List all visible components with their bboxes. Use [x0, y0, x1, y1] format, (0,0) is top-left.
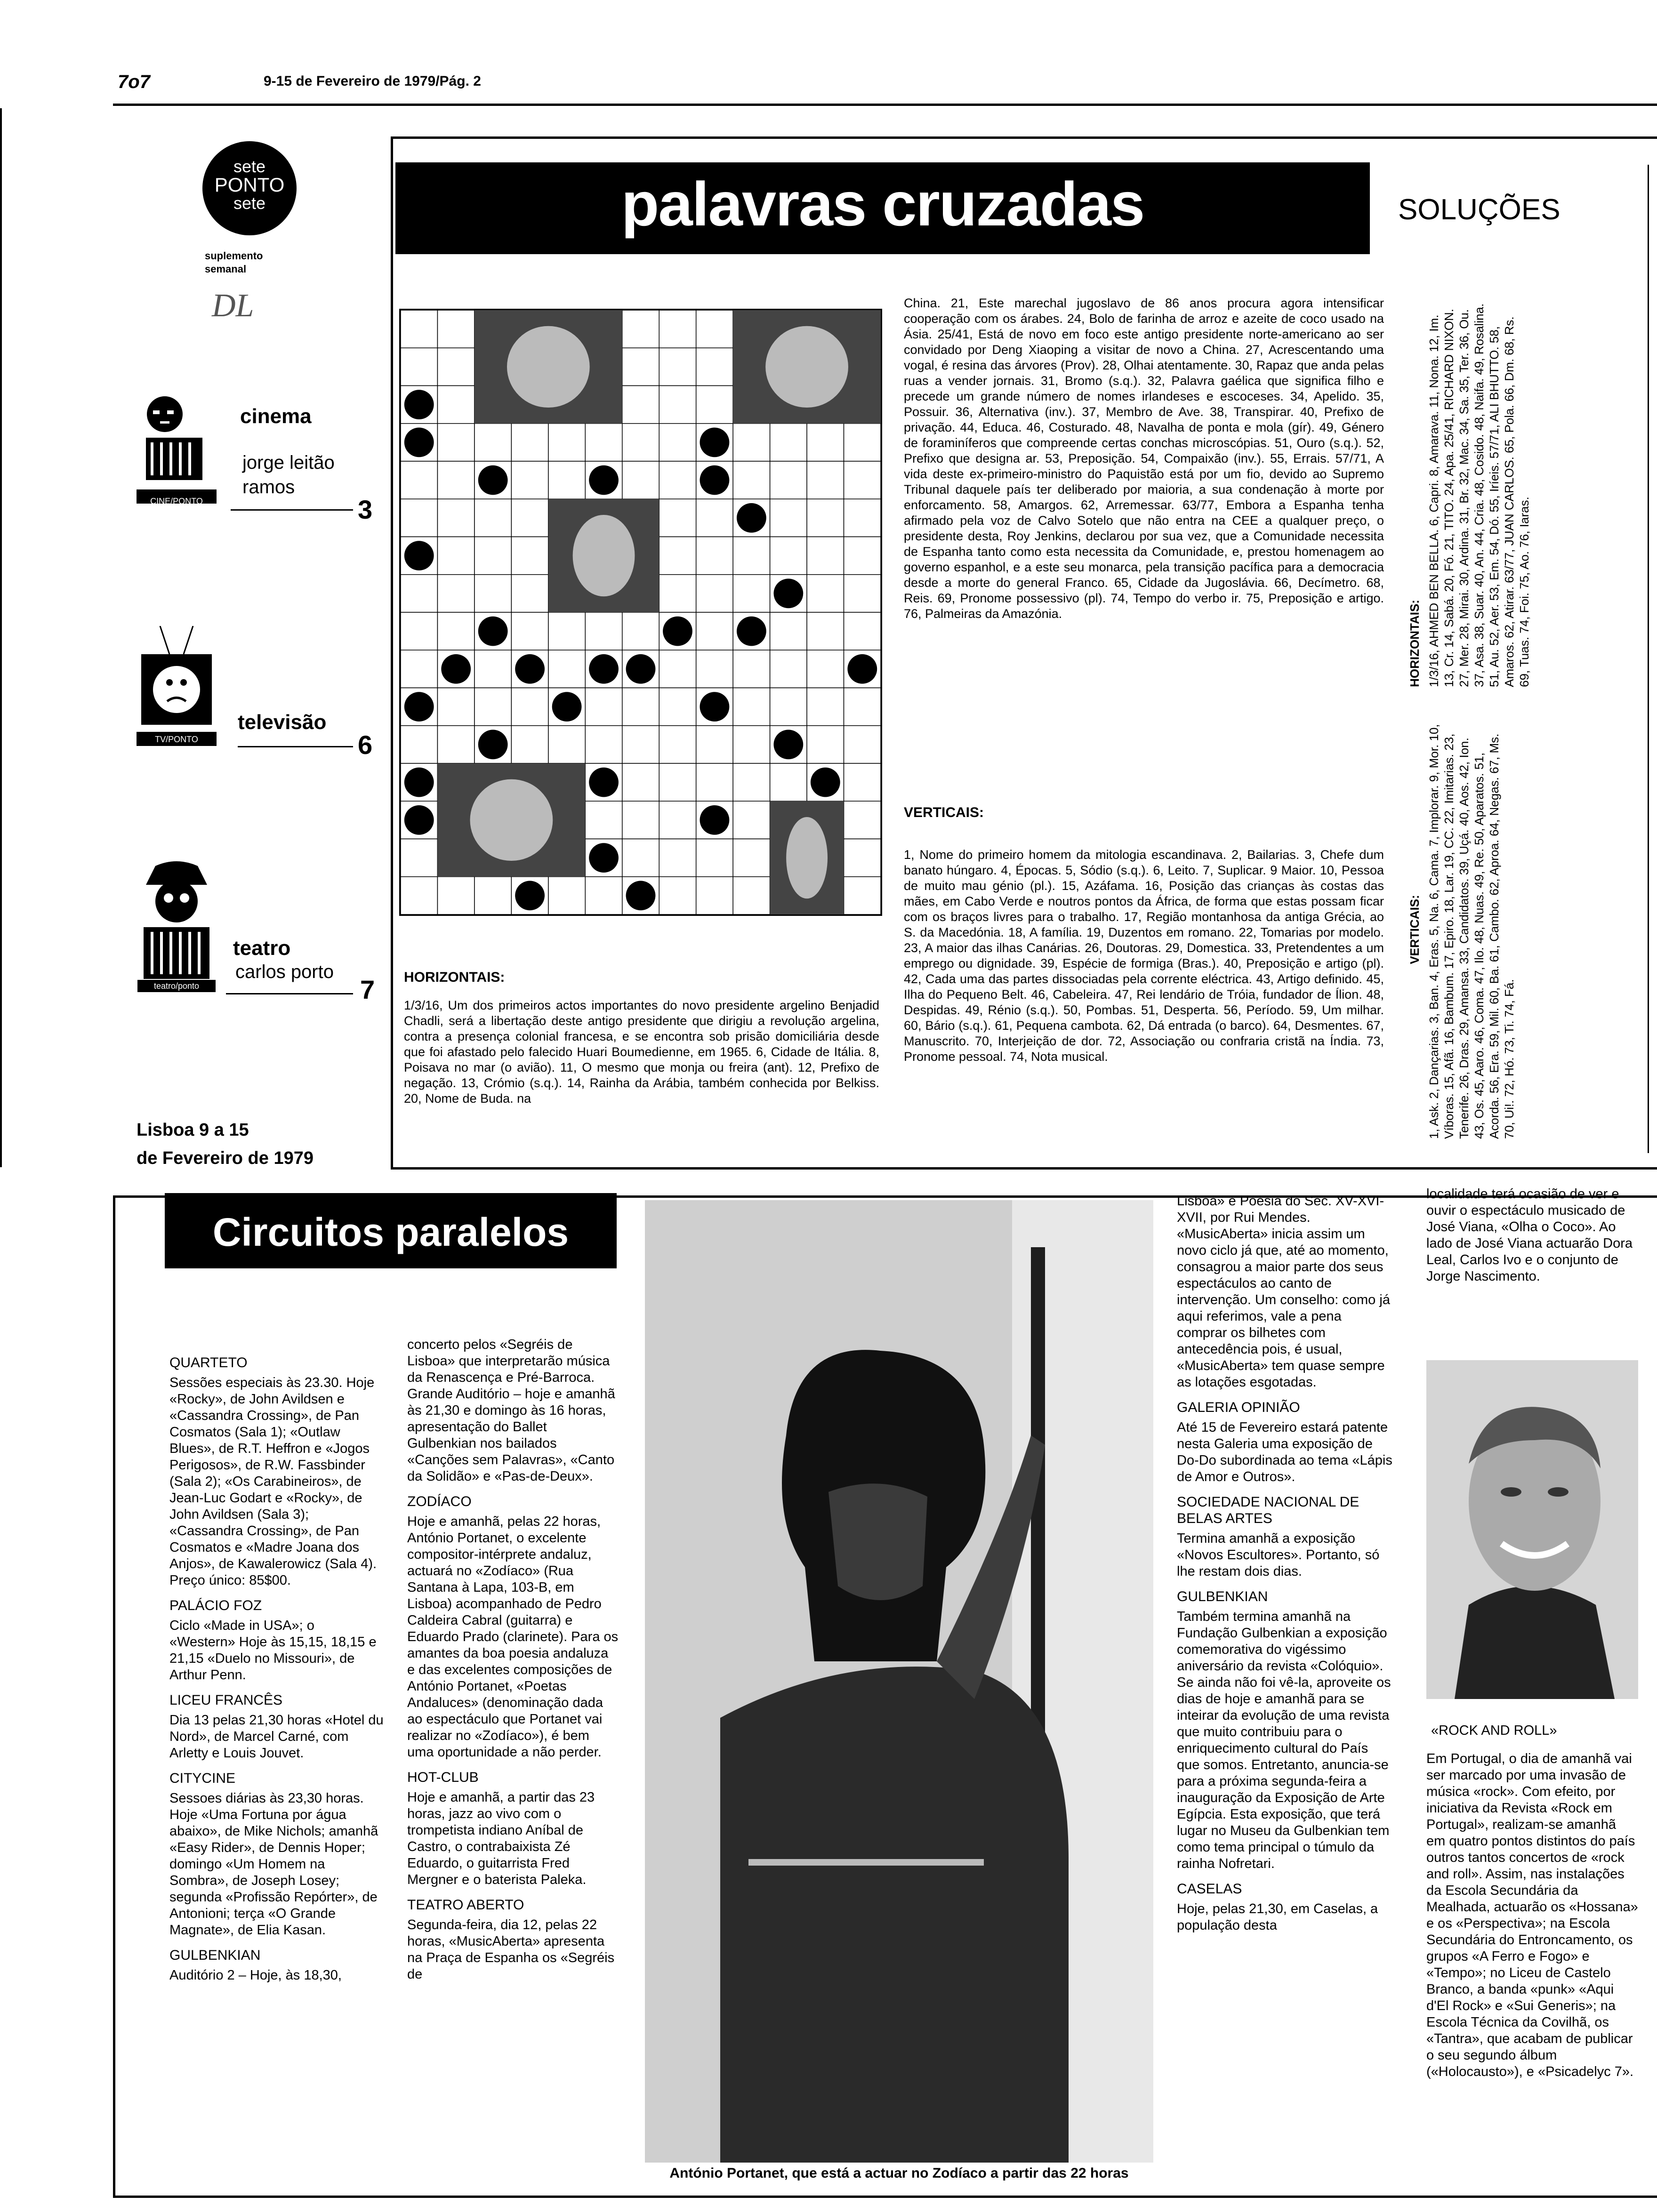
grid-cell	[696, 348, 733, 385]
grid-cell	[437, 612, 474, 650]
black-square-dot	[404, 805, 434, 835]
black-square-dot	[478, 729, 508, 759]
black-square-dot	[589, 768, 619, 797]
left-margin-rule	[0, 108, 2, 1167]
black-square-dot	[700, 805, 730, 835]
grid-cell	[770, 763, 807, 801]
cine-badge: CINE/PONTO	[150, 497, 203, 506]
grid-cell	[622, 726, 659, 763]
verticais-clues: 1, Nome do primeiro homem da mitologia escandinava. 2, Bailarias. 3, Chefe dum banato húngaro. 4, Épocas. 5, Sódio (s.q.). 6, Leito. 7, Suplicar. 9 Maior. 10, Pessoa de muito mau génio (pl.). 15, Azáfama. 16, Posição das crianças às costas das mães, em Cabo Verde e noutros pontos da África, de forma que estas possam ficar com os braços livres para o trabalho. 17, Região montanhosa da antiga Grécia, ao S. da Macedónia. 18, A família. 19, Duzentos em romano. 22, Tomarias por modelo. 23, A maior das ilhas Canárias. 26, Doutoras. 29, Domestica. 33, Pretendentes a um emprego ou dignidade. 39, Espécie de formiga (Bras.). 40, Preposição e artigo (pl). 42, Cada uma das partes dissociadas pela corrente eléctrica. 43, Artigo definido. 45, Ilha do Pequeno Belt. 46, Cabeleira. 47, Rei lendário de Tróia, fundador de Ílion. 48, Despidas. 49, Rénio (s.q.). 50, Pombas. 51, Desperta. 56, Período. 59, Um milhar. 60, Bário (s.q.). 61, Pequena cambota. 62, Dá entrada (o barco). 64, Desmentes. 67, Manuscrito. 70, Interjeição de dor. 72, Associação ou confraria cristã na Índia. 73, Pronome pessoal. 74, Nota musical.	[904, 848, 1384, 1064]
grid-cell	[622, 839, 659, 877]
venue-text: Até 15 de Fevereiro estará patente nesta Galeria uma exposição de Do-Do subordinada ao tema «Lápis de Amor e Outros».	[1177, 1420, 1392, 1484]
theatre-icon	[137, 861, 217, 993]
venue-text: Hoje, pelas 21,30, em Caselas, a população desta	[1177, 1901, 1378, 1933]
grid-cell	[733, 763, 770, 801]
grid-cell	[696, 726, 733, 763]
teatro-badge: teatro/ponto	[137, 980, 216, 992]
logo-mid-word: PONTO	[214, 174, 285, 196]
grid-cell	[733, 801, 770, 839]
grid-photo-face	[786, 817, 828, 898]
black-square-dot	[441, 654, 471, 684]
grid-cell	[437, 461, 474, 499]
grid-cell	[844, 537, 881, 575]
city-date-line1: Lisboa 9 a 15	[137, 1120, 249, 1140]
grid-cell	[844, 763, 881, 801]
black-square-dot	[700, 692, 730, 721]
grid-cell	[696, 310, 733, 348]
cinema-rule	[231, 509, 353, 511]
grid-cell	[475, 575, 511, 612]
grid-cell	[511, 499, 548, 537]
grid-cell	[733, 575, 770, 612]
grid-cell	[401, 726, 437, 763]
grid-cell	[844, 575, 881, 612]
grid-photo-face	[765, 326, 848, 408]
television-rule	[238, 746, 353, 747]
grid-cell	[401, 650, 437, 688]
supplement-label: suplemento semanal	[205, 250, 263, 275]
circuitos-column-4-top: localidade terá ocasião de ver e ouvir o espectáculo musicado de José Viana, «Olha o Coco». Ao lado de José Viana actuarão Dora Leal, Carlos Ivo e o conjunto de Jorge Nascimento.	[1426, 1186, 1633, 1284]
black-square-dot	[737, 503, 766, 533]
grid-cell	[511, 461, 548, 499]
grid-cell	[401, 348, 437, 385]
grid-cell	[437, 348, 474, 385]
grid-cell	[807, 650, 844, 688]
grid-cell	[585, 877, 622, 914]
grid-cell	[437, 386, 474, 424]
grid-cell	[807, 688, 844, 726]
grid-cell	[437, 424, 474, 461]
rock-photo-art	[1426, 1360, 1638, 1699]
venue-text: Hoje e amanhã, pelas 22 horas, António Portanet, o excelente compositor-intérprete andaluz, actuará no «Zodíaco» (Rua Santana à Lapa, 103-B, em Lisboa) acompanhado de Pedro Caldeira Cabral (guitarra) e Eduardo Prado (clarinete). Para os amantes da boa poesia andaluza e das excelentes composições de António Portanet, «Poetas Andaluces» (denominação dada ao espectáculo que Portanet vai realizar no «Zodíaco»), é bem uma oportunidade a não perder.	[407, 1514, 619, 1760]
grid-cell	[585, 801, 622, 839]
grid-cell	[548, 612, 585, 650]
grid-cell	[807, 461, 844, 499]
grid-cell	[696, 575, 733, 612]
grid-cell	[659, 310, 696, 348]
grid-cell	[437, 877, 474, 914]
venue-text: Também termina amanhã na Fundação Gulbenkian a exposição comemorativa do vigéssimo aniversário da revista «Colóquio». Se ainda não foi vê-la, aproveite os dias de hoje e amanhã para se inteirar da evolução de uma revista que muito contribuiu para o enriquecimento cultural do País que somos. Entretanto, anuncia-se para a próxima segunda-feira a inauguração da Exposição de Arte Egípcia. Esta exposição, que terá lugar no Museu da Gulbenkian tem como tema principal o túmulo da rainha Nofretari.	[1177, 1609, 1391, 1871]
cinema-author-line2: ramos	[242, 477, 295, 497]
grid-cell	[475, 537, 511, 575]
grid-cell	[844, 839, 881, 877]
horizontais-clues: 1/3/16, Um dos primeiros actos importantes do novo presidente argelino Benjadid Chadli, será a libertação deste antigo presidente que dirigiu a revolução argelina, contra a presença colonial francesa, e se encontra sob prisão domiciliária desde que foi afastado pelo falecido Huari Boumedienne, em 1965. 6, Cidade de Itália. 8, Poisava no mar (o avião). 11, O mesmo que monja ou freira (ant). 12, Prefixo de negação. 13, Crómio (s.q.). 14, Rainha da Arábia, também conhecida por Belkiss. 20, Nome de Buda. na	[404, 998, 879, 1106]
grid-cell	[511, 612, 548, 650]
television-page: 6	[358, 730, 373, 760]
black-square-dot	[626, 654, 656, 684]
black-square-dot	[626, 881, 656, 910]
grid-cell	[696, 537, 733, 575]
masthead-date: 9-15 de Fevereiro de 1979/Pág. 2	[264, 73, 481, 89]
grid-cell	[401, 461, 437, 499]
grid-cell	[622, 310, 659, 348]
grid-cell	[807, 537, 844, 575]
grid-cell	[401, 499, 437, 537]
grid-cell	[733, 877, 770, 914]
black-square-dot	[404, 768, 434, 797]
grid-cell	[696, 763, 733, 801]
grid-cell	[733, 461, 770, 499]
photo-caption: António Portanet, que está a actuar no Zodíaco a partir das 22 horas	[669, 2165, 1129, 2181]
black-square-dot	[589, 843, 619, 873]
grid-cell	[844, 424, 881, 461]
grid-cell	[844, 726, 881, 763]
portanet-photo-art	[645, 1200, 1153, 2163]
grid-cell	[770, 537, 807, 575]
venue-heading: GALERIA OPINIÃO	[1177, 1400, 1300, 1415]
venue-heading: LICEU FRANCÊS	[169, 1692, 283, 1708]
grid-cell	[548, 650, 585, 688]
grid-cell	[401, 575, 437, 612]
teatro-title: teatro	[233, 937, 291, 960]
cinema-author-line1: jorge leitão	[242, 452, 335, 473]
grid-cell	[770, 650, 807, 688]
grid-cell	[733, 726, 770, 763]
teatro-author: carlos porto	[235, 962, 334, 982]
black-square-dot	[478, 465, 508, 495]
venue-heading: GULBENKIAN	[169, 1948, 261, 1963]
venue-text: Segunda-feira, dia 12, pelas 22 horas, «MusicAberta» apresenta na Praça de Espanha os «Segréis de	[407, 1917, 615, 1982]
sete-ponto-sete-logo	[202, 141, 297, 235]
grid-cell	[585, 424, 622, 461]
city-date-line2: de Fevereiro de 1979	[137, 1148, 314, 1168]
black-square-dot	[515, 881, 545, 910]
sol-verticais-label: VERTICAIS:	[1408, 895, 1422, 964]
venue-text: Sessões especiais às 23.30. Hoje «Rocky», de John Avildsen e «Cassandra Crossing», de Pan Cosmatos (Sala 1); «Outlaw Blues», de R.T. Heffron e «Jogos Perigosos», de R.W. Fassbinder (Sala 2); «Os Carabineiros», de Jean-Luc Godart e «Rocky», de John Avildsen (Sala 3); «Cassandra Crossing», de Pan Cosmatos e «Madre Joana dos Anjos», de Kawalerowicz (Sala 4). Preço único: 85$00.	[169, 1375, 377, 1588]
venue-heading: ZODÍACO	[407, 1494, 472, 1509]
black-square-dot	[404, 427, 434, 457]
grid-cell	[401, 612, 437, 650]
grid-cell	[622, 688, 659, 726]
black-square-dot	[515, 654, 545, 684]
black-square-dot	[552, 692, 582, 721]
tv-badge: TV/PONTO	[155, 735, 198, 744]
solutions-rotated-block	[1408, 301, 1657, 1139]
grid-cell	[659, 575, 696, 612]
grid-cell	[401, 310, 437, 348]
grid-cell	[770, 499, 807, 537]
crossword-grid-svg	[401, 310, 881, 914]
venue-heading: TEATRO ABERTO	[407, 1897, 524, 1913]
masthead-logo: 7o7	[118, 72, 150, 92]
grid-cell	[844, 499, 881, 537]
black-square-dot	[404, 692, 434, 721]
grid-cell	[733, 839, 770, 877]
grid-cell	[511, 424, 548, 461]
grid-cell	[807, 612, 844, 650]
grid-cell	[659, 801, 696, 839]
circuitos-column-4-bottom: Em Portugal, o dia de amanhã vai ser marcado por uma invasão de música «rock». Com efeito, por iniciativa da Revista «Rock em Portugal», realizam-se amanhã em quatro pontos distintos do país outros tantos concertos de «rock and roll». Assim, nas instalações da Escola Secundária da Mealhada, actuarão os «Hossana» e os «Perspectiva»; na Escola Secundária do Entroncamento, os grupos «A Ferro e Fogo» e «Tempo»; no Liceu de Castelo Branco, a banda «punk» «Aqui d'El Rock» e «Sui Generis»; na Escola Técnica da Covilhã, os «Tantra», que acabam de publicar o seu segundo álbum («Holocausto»), e «Psicadelyc 7».	[1426, 1751, 1638, 2079]
rock-photo	[1426, 1360, 1638, 1699]
grid-cell	[807, 726, 844, 763]
crossword-right-clues: China. 21, Este marechal jugoslavo de 86 anos procura agora intensificar cooperação com os árabes. 24, Bolo de farinha de arroz e azeite de coco usado na Ásia. 25/41, Está de novo em foco este antigo presidente norte-americano ao ser convidado por Deng Xiaoping a visitar de novo a China. 27, Acrescentando uma vogal, é resina das árvores (Prov). 28, Olhai atentamente. 30, Rapaz que anda pelas ruas a vender jornais. 31, Bromo (s.q.). 32, Palavra gaélica que significa filho e precede um grande número de nomes irlandeses e escoceses. 34, Apelido. 35, Possuir. 36, Alternativa (inv.). 37, Membro de Ave. 38, Transpirar. 40, Prefixo de privação. 44, Educa. 46, Costurado. 48, Navalha de ponta e mola (gír). 49, Género de foraminíferos que compreende certas conchas microscópias. 51, Ouro (s.q.). 52, Prefixo que designa ar. 53, Preposição. 54, Compaixão (inv.). 55, Errais. 57/71, A vida deste ex-primeiro-ministro do Paquistão está por um fio, devido ao Supremo Tribunal daquele país ter deliberado por maioria, a sua condenação à morte por enforcamento. 58, Amargos. 62, Arremessar. 63/77, Embora a Espanha tenha afirmado pela voz de Calvo Sotelo que não entra na CEE a qualquer preço, o presidente desta, Roy Jenkins, declarou por sua vez, que a Comunidade necessita de Espanha tanto como esta necessita da Comunidade, e, prestou homenagem ao governo espanhol, e a este seu monarca, pela transição pacífica para a democracia desde a morte do general Franco. 65, Cidade da Jugoslávia. 66, Decímetro. 68, Reis. 69, Pronome possessivo (pl). 74, Tempo do verbo ir. 75, Preposição e artigo. 76, Palmeiras da Amazónia.	[904, 296, 1384, 621]
venue-heading: GULBENKIAN	[1177, 1589, 1268, 1604]
grid-cell	[475, 877, 511, 914]
sol-verticais-text: 1, Ask. 2, Dançarias. 3, Ban. 4, Eras. 5, Na. 6, Cama. 7, Implorar. 9, Mor. 10, Víboras. 15, Afã. 16, Bambum. 17, Epiro. 18, Lar. 19, CC. 22, Imitarias. 23, Tenerife. 26, Dras. 29, Amansa. 33, Candidatos. 39, Uçá. 40, Aos. 42, Ion. 43, Os. 45, Aaro. 46, Coma. 47, Ilo. 48, Nuas. 49, Re. 50, Aparatos. 51, Acorda. 56, Era. 59, Mil. 60, Ba. 61, Cambo. 62, Aproa. 64, Negas. 67, Ms. 70, Ui!. 72, Hó. 73, Ti. 74, Fá.	[1427, 724, 1516, 1139]
horizontais-label: HORIZONTAIS:	[404, 970, 505, 985]
grid-cell	[437, 575, 474, 612]
grid-cell	[585, 688, 622, 726]
grid-cell	[548, 461, 585, 499]
grid-cell	[659, 839, 696, 877]
grid-cell	[659, 348, 696, 385]
grid-cell	[733, 424, 770, 461]
grid-cell	[475, 650, 511, 688]
venue-heading: CITYCINE	[169, 1771, 236, 1786]
grid-cell	[659, 424, 696, 461]
venue-text: Hoje e amanhã, a partir das 23 horas, jazz ao vivo com o trompetista indiano Aníbal de Castro, o contrabaixista Zé Eduardo, o guitarrista Fred Mergner e o baterista Paleka.	[407, 1790, 595, 1887]
grid-cell	[622, 612, 659, 650]
cinema-page: 3	[358, 495, 373, 524]
venue-text: Dia 13 pelas 21,30 horas «Hotel du Nord», de Marcel Carné, com Arletty e Louis Jouvet.	[169, 1713, 384, 1761]
black-square-dot	[773, 578, 803, 608]
grid-cell	[770, 612, 807, 650]
grid-cell	[844, 461, 881, 499]
grid-cell	[696, 386, 733, 424]
grid-cell	[548, 424, 585, 461]
television-icon	[137, 626, 217, 748]
black-square-dot	[404, 541, 434, 570]
black-square-dot	[404, 390, 434, 419]
circuitos-title: Circuitos paralelos	[212, 1210, 569, 1254]
grid-cell	[622, 801, 659, 839]
venue-text: concerto pelos «Segréis de Lisboa» que interpretarão música da Renascença e Pré-Barroca. Grande Auditório – hoje e amanhã às 21,30 e domingo às 16 horas, apresentação do Ballet Gulbenkian nos bailados «Canções sem Palavras», «Canto da Solidão» e «Pas-de-Deux».	[407, 1337, 615, 1484]
grid-cell	[622, 386, 659, 424]
black-square-dot	[700, 465, 730, 495]
venue-heading: HOT-CLUB	[407, 1770, 479, 1785]
grid-cell	[548, 877, 585, 914]
black-square-dot	[811, 768, 840, 797]
venue-heading: PALÁCIO FOZ	[169, 1598, 262, 1613]
grid-cell	[548, 726, 585, 763]
grid-cell	[807, 499, 844, 537]
grid-cell	[475, 424, 511, 461]
grid-cell	[696, 839, 733, 877]
grid-cell	[622, 461, 659, 499]
grid-cell	[770, 461, 807, 499]
grid-cell	[844, 612, 881, 650]
circuitos-column-2	[407, 1337, 619, 1991]
sol-horizontais-text: 1/3/16, AHMED BEN BELLA. 6, Capri. 8, Amarava. 11, Nona. 12, Im. 13, Cr. 14, Sabá. 20, Fó. 21, TITO. 24, Apa. 25/41, RICHARD NIXON. 27, Mer. 28, Mirai. 30, Ardina. 31, Br. 32, Mac. 34, Sa. 35, Ter. 36, Ou. 37, Asa. 38, Suar. 40, An. 44, Cria. 48, Cosido. 48, Naifa. 49, Rosalina. 51, Au. 52, Aer. 53, Em. 54, Dó. 55, Iríeis. 57/71, ALI BHUTTO. 58, Amaros. 62, Atirar. 63/77, JUAN CARLOS. 65, Pola. 66, Dm. 68, Rs. 69, Tuas. 74, Foi. 75, Ao. 76, Iaras.	[1427, 303, 1531, 687]
grid-photo-face	[507, 326, 590, 408]
grid-cell	[659, 499, 696, 537]
masthead-rule	[113, 104, 1657, 106]
black-square-dot	[737, 617, 766, 646]
grid-cell	[659, 461, 696, 499]
venue-heading: CASELAS	[1177, 1881, 1242, 1897]
verticais-label: VERTICAIS:	[904, 805, 984, 820]
logo-bot-word: sete	[233, 193, 266, 213]
grid-cell	[437, 537, 474, 575]
grid-cell	[807, 575, 844, 612]
grid-cell	[696, 877, 733, 914]
grid-cell	[401, 877, 437, 914]
television-title: televisão	[238, 711, 327, 734]
black-square-dot	[700, 427, 730, 457]
black-square-dot	[478, 617, 508, 646]
crossword-title: palavras cruzadas	[621, 169, 1144, 239]
grid-cell	[437, 499, 474, 537]
grid-cell	[733, 537, 770, 575]
black-square-dot	[589, 654, 619, 684]
grid-photo-face	[470, 779, 553, 861]
crossword-grid	[399, 309, 882, 916]
grid-cell	[659, 650, 696, 688]
grid-cell	[733, 650, 770, 688]
grid-cell	[659, 726, 696, 763]
grid-cell	[585, 726, 622, 763]
grid-cell	[844, 688, 881, 726]
grid-cell	[511, 537, 548, 575]
grid-cell	[475, 499, 511, 537]
grid-cell	[659, 763, 696, 801]
grid-cell	[622, 424, 659, 461]
circuitos-column-1	[169, 1346, 384, 1992]
grid-cell	[844, 801, 881, 839]
venue-heading: SOCIEDADE NACIONAL DE BELAS ARTES	[1177, 1494, 1359, 1526]
grid-cell	[696, 650, 733, 688]
grid-cell	[733, 688, 770, 726]
grid-cell	[437, 726, 474, 763]
grid-cell	[807, 424, 844, 461]
grid-cell	[659, 537, 696, 575]
grid-cell	[696, 499, 733, 537]
venue-text: Auditório 2 – Hoje, às 18,30,	[169, 1968, 342, 1983]
grid-cell	[659, 688, 696, 726]
grid-cell	[622, 348, 659, 385]
grid-cell	[659, 386, 696, 424]
teatro-rule	[226, 993, 353, 994]
black-square-dot	[773, 729, 803, 759]
rock-caption: «ROCK AND ROLL»	[1431, 1723, 1557, 1738]
venue-text: Ciclo «Made in USA»; o «Western» Hoje às 15,15, 18,15 e 21,15 «Duelo no Missouri», de Arthur Penn.	[169, 1618, 377, 1683]
grid-cell	[659, 877, 696, 914]
grid-cell	[511, 726, 548, 763]
circuitos-column-3	[1177, 1193, 1393, 1942]
grid-cell	[511, 688, 548, 726]
black-square-dot	[847, 654, 877, 684]
grid-cell	[511, 575, 548, 612]
venue-text: Termina amanhã a exposição «Novos Escultores». Portanto, só lhe restam dois dias.	[1177, 1531, 1380, 1579]
grid-cell	[622, 763, 659, 801]
grid-cell	[844, 877, 881, 914]
grid-cell	[696, 612, 733, 650]
grid-cell	[475, 688, 511, 726]
grid-photo-face	[573, 515, 635, 596]
logo-top-word: sete	[233, 157, 266, 176]
venue-text: Lisboa» e Poesia do Sec. XV-XVI-XVII, por Rui Mendes. «MusicAberta» inicia assim um novo ciclo já que, até ao momento, consagrou a maior parte dos seus espectáculos ao canto de intervenção. Um conselho: como já aqui referimos, vale a pena comprar os bilhetes com antecedência pois, é usual, «MusicAberta» tem quase sempre as lotações esgotadas.	[1177, 1194, 1390, 1390]
venue-text: Sessoes diárias às 23,30 horas. Hoje «Uma Fortuna por água abaixo», de Mike Nichols; amanhã «Easy Rider», de Dennis Hoper; domingo «Um Homem na Sombra», de Joseph Losey; segunda «Profissão Repórter», de Antonioni; terça «O Grande Magnate», de Elia Kasan.	[169, 1791, 378, 1938]
venue-heading: QUARTETO	[169, 1355, 248, 1370]
solutions-title: SOLUÇÕES	[1398, 193, 1560, 226]
black-square-dot	[663, 617, 692, 646]
grid-cell	[437, 310, 474, 348]
grid-cell	[770, 424, 807, 461]
dl-mark: DL	[212, 288, 254, 324]
grid-cell	[437, 688, 474, 726]
portanet-photo	[645, 1200, 1153, 2163]
sol-horizontais-label: HORIZONTAIS:	[1408, 600, 1422, 687]
cinema-icon	[137, 395, 217, 508]
black-square-dot	[589, 465, 619, 495]
grid-cell	[401, 839, 437, 877]
grid-cell	[770, 688, 807, 726]
grid-cell	[585, 612, 622, 650]
teatro-page: 7	[360, 975, 375, 1004]
cinema-title: cinema	[240, 405, 312, 428]
